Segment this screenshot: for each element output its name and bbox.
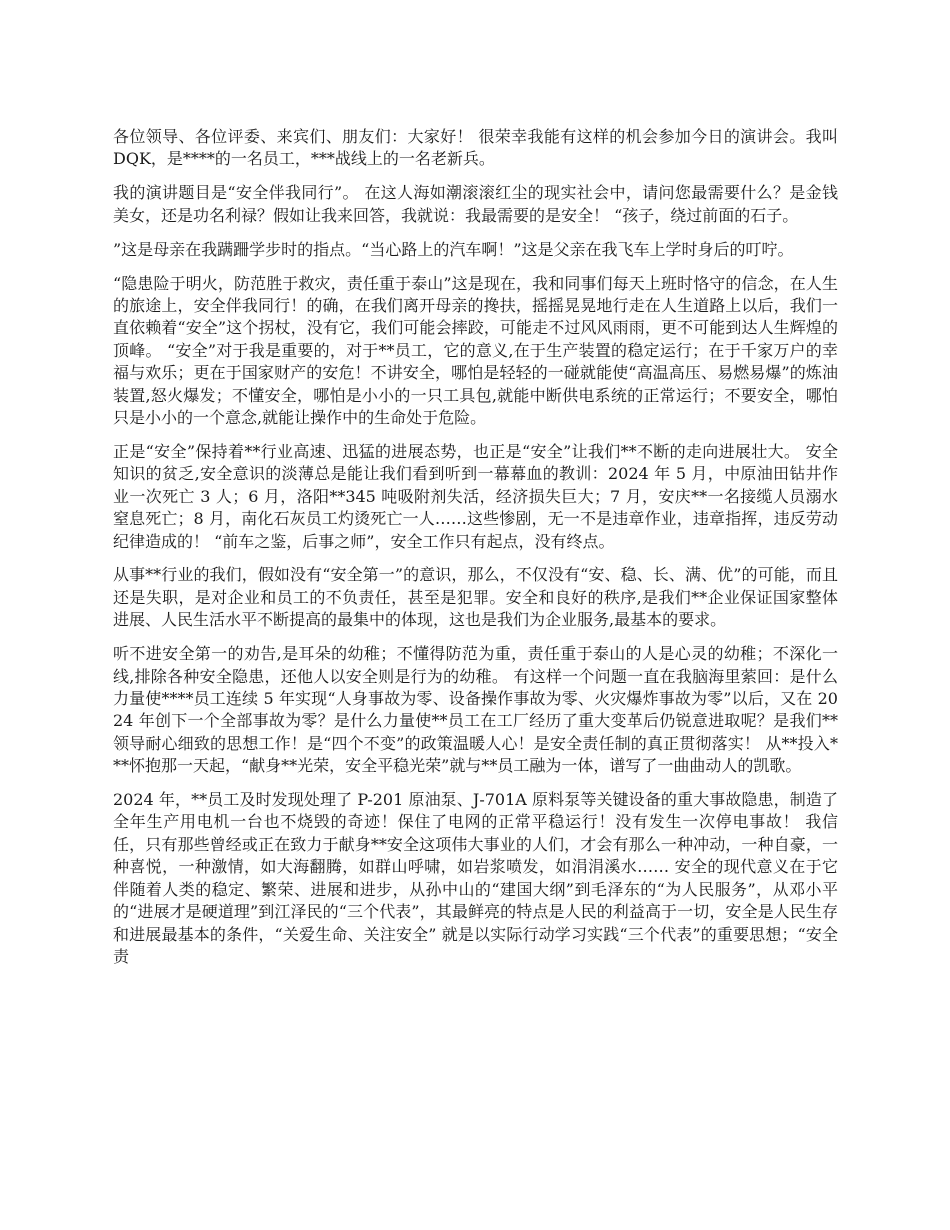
paragraph-achievements: 2024 年，**员工及时发现处理了 P-201 原油泵、J-701A 原料泵等关键设备的重大事故隐患，制造了全年生产用电机一台也不烧毁的奇迹！保住了电网的正常平稳运行！没有发生一次停电事故！ 我信任，只有那些曾经或正在致力于献身**安全这项伟大事业的人们，才会有那么一种冲动，一种自豪，一种喜悦，一种激情，如大海翻腾，如群山呼啸，如岩浆喷发，如涓涓溪水…… 安全的现代意义在于它伴随着人类的稳定、繁荣、进展和进步，从孙中山的“建国大纲”到毛泽东的“为人民服务”，从邓小平的“进展才是硬道理”到江泽民的“三个代表”，其最鲜亮的特点是人民的利益高于一切，安全是人民生存和进展最基本的条件，“关爱生命、关注安全” 就是以实际行动学习实践“三个代表”的重要思想；“安全责 (113, 790, 838, 966)
paragraph-parents: ”这是母亲在我蹒跚学步时的指点。“当心路上的汽车啊！”这是父亲在我飞车上学时身后的叮咛。 (113, 239, 794, 259)
paragraph-safety-first: 从事**行业的我们，假如没有“安全第一”的意识，那么，不仅没有“安、稳、长、满、优”的可能，而且还是失职，是对企业和员工的不负责任，甚至是犯罪。安全和良好的秩序,是我们**企业保证国家整体进展、人民生活水平不断提高的最集中的体现，这也是我们为企业服务,最基本的要求。 (113, 565, 838, 630)
speech-body (113, 126, 838, 980)
paragraph-lessons: 正是“安全”保持着**行业高速、迅猛的进展态势，也正是“安全”让我们**不断的走向进展壮大。 安全知识的贫乏,安全意识的淡薄总是能让我们看到听到一幕幕血的教训：2024 年 5 月，中原油田钻井作业一次死亡 3 人；6 月，洛阳**345 吨吸附剂失活，经济损失巨大；7 月，安庆**一名接缆人员溺水窒息死亡；8 月，南化石灰员工灼烫死亡一人……这些惨剧，无一不是违章作业，违章指挥，违反劳动纪律造成的！ “前车之鉴，后事之师”，安全工作只有起点，没有终点。 (113, 441, 838, 551)
paragraph-greeting: 各位领导、各位评委、来宾们、朋友们：大家好！ 很荣幸我能有这样的机会参加今日的演讲会。我叫 DQK，是****的一名员工，***战线上的一名老新兵。 (113, 127, 838, 169)
paragraph-topic: 我的演讲题目是“安全伴我同行”。 在这人海如潮滚滚红尘的现实社会中，请问您最需要什么？是金钱美女，还是功名利禄？假如让我来回答，我就说：我最需要的是安全！ “孩子，绕过前面的石子。 (113, 183, 838, 225)
paragraph-childishness: 听不进安全第一的劝告,是耳朵的幼稚；不懂得防范为重，责任重于泰山的人是心灵的幼稚；不深化一线,排除各种安全隐患，还他人以安全则是行为的幼稚。 有这样一个问题一直在我脑海里萦回：是什么力量使****员工连续 5 年实现“人身事故为零、设备操作事故为零、火灾爆炸事故为零”以后，又在 2024 年创下一个全部事故为零？是什么力量使**员工在工厂经历了重大变革后仍锐意进取呢？是我们**领导耐心细致的思想工作！是“四个不变”的政策温暖人心！是安全责任制的真正贯彻落实！ 从**投入***怀抱那一天起，“献身**光荣，安全平稳光荣”就与**员工融为一体，谱写了一曲曲动人的凯歌。 (113, 644, 838, 776)
paragraph-belief: “隐患险于明火，防范胜于救灾，责任重于泰山”这是现在，我和同事们每天上班时恪守的信念，在人生的旅途上，安全伴我同行！的确，在我们离开母亲的搀扶，摇摇晃晃地行走在人生道路上以后，我们一直依赖着“安全”这个拐杖，没有它，我们可能会摔跤，可能走不过风风雨雨，更不可能到达人生辉煌的顶峰。 “安全”对于我是重要的，对于**员工，它的意义,在于生产装置的稳定运行；在于千家万户的幸福与欢乐；更在于国家财产的安危！不讲安全，哪怕是轻轻的一碰就能使“高温高压、易燃易爆”的炼油装置,怒火爆发；不懂安全，哪怕是小小的一只工具包,就能中断供电系统的正常运行；不要安全，哪怕只是小小的一个意念,就能让操作中的生命处于危险。 (113, 273, 838, 427)
